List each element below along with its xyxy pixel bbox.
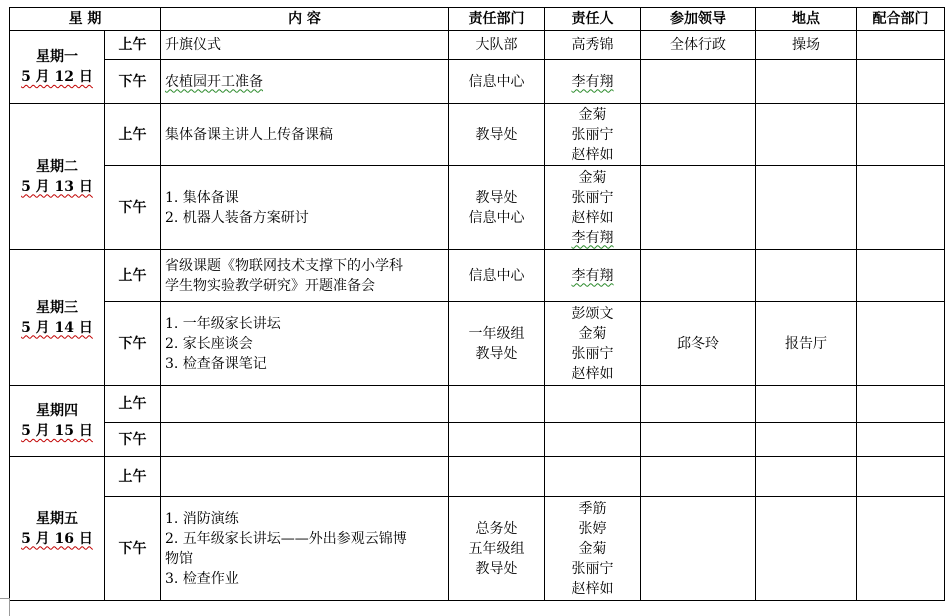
person-line: 张丽宁 [571,126,614,143]
dept-line: 信息中心 [468,209,525,226]
table-row [10,457,945,497]
coop-cell [857,457,945,497]
table-row [10,166,945,250]
person-line: 张丽宁 [571,345,614,362]
person-cell [545,457,641,497]
coop-cell [857,386,945,423]
day-cell-fri [10,457,105,601]
person-line: 赵梓如 [571,146,614,163]
coop-cell [857,60,945,104]
header-day: 星 期 [10,8,161,31]
place-cell [756,250,857,302]
person-line: 李有翔 [571,267,614,284]
content-line: 集体备课主讲人上传备课稿 [165,126,333,143]
content-cell [161,386,449,423]
dept-cell [449,423,545,457]
coop-cell [857,497,945,601]
day-cell-tue [10,104,105,250]
table-row [10,302,945,386]
person-cell [545,104,641,166]
content-line: 1. 一年级家长讲坛 [165,315,281,332]
content-cell [161,423,449,457]
place-cell [756,104,857,166]
half-label: 下午 [105,423,161,457]
day-name: 星期二 [36,158,78,175]
weekly-schedule-table [9,7,945,601]
dept-line: 大队部 [475,37,518,53]
leader-cell [641,60,756,104]
person-line: 金菊 [578,106,607,123]
content-line: 农植园开工准备 [165,73,263,90]
dept-line: 教导处 [475,345,518,362]
person-line: 金菊 [578,325,607,342]
content-line: 升旗仪式 [165,37,221,53]
day-date: 5 月 13 日 [21,178,93,195]
place-cell [756,423,857,457]
page-corner-mark [0,598,9,600]
person-line: 金菊 [578,169,607,186]
leader-cell [641,104,756,166]
dept-cell [449,166,545,250]
header-content: 内 容 [161,8,449,31]
dept-line: 教导处 [475,560,518,577]
place-cell [756,386,857,423]
coop-cell [857,423,945,457]
half-label: 上午 [105,31,161,60]
header-place: 地点 [756,8,857,31]
dept-line: 信息中心 [468,73,525,90]
content-cell [161,60,449,104]
content-line: 2. 机器人装备方案研讨 [165,209,309,226]
person-cell [545,250,641,302]
dept-line: 教导处 [475,189,518,206]
leader-cell [641,386,756,423]
dept-cell [449,104,545,166]
person-line: 赵梓如 [571,209,614,226]
person-line: 张丽宁 [571,189,614,206]
day-cell-mon [10,31,105,104]
day-name: 星期五 [36,510,78,527]
person-line: 李有翔 [571,229,614,246]
table-row [10,497,945,601]
person-cell [545,31,641,60]
person-line: 赵梓如 [571,365,614,382]
person-cell [545,497,641,601]
person-line: 金菊 [578,540,607,557]
content-cell [161,457,449,497]
person-cell [545,302,641,386]
half-label: 上午 [105,386,161,423]
day-date: 5 月 14 日 [21,319,93,336]
day-cell-wed [10,250,105,386]
person-cell [545,166,641,250]
half-label: 下午 [105,497,161,601]
leader-cell [641,457,756,497]
table-row [10,386,945,423]
content-cell [161,302,449,386]
content-cell [161,31,449,60]
day-date: 5 月 16 日 [21,530,93,547]
person-line: 彭颂文 [571,305,614,322]
coop-cell [857,104,945,166]
content-cell [161,250,449,302]
person-line: 李有翔 [571,73,614,90]
half-label: 下午 [105,302,161,386]
day-date: 5 月 12 日 [21,69,93,85]
day-name: 星期四 [36,403,78,419]
content-line: 省级课题《物联网技术支撑下的小学科 [165,257,403,274]
person-line: 张婷 [578,520,607,537]
dept-cell [449,386,545,423]
dept-cell [449,250,545,302]
content-line: 1. 集体备课 [165,189,239,206]
dept-cell [449,60,545,104]
half-label: 下午 [105,60,161,104]
leader-cell: 邱冬玲 [641,302,756,386]
content-cell [161,497,449,601]
coop-cell [857,166,945,250]
table-row [10,31,945,60]
content-line: 学生物实验教学研究》开题准备会 [165,277,375,294]
coop-cell [857,31,945,60]
coop-cell [857,250,945,302]
half-label: 上午 [105,250,161,302]
leader-cell: 全体行政 [641,31,756,60]
dept-cell [449,497,545,601]
table-row [10,104,945,166]
person-cell [545,423,641,457]
person-line: 张丽宁 [571,560,614,577]
person-cell [545,386,641,423]
dept-cell [449,457,545,497]
content-line: 3. 检查作业 [165,570,239,587]
dept-line: 一年级组 [468,325,525,342]
leader-cell [641,166,756,250]
header-coop: 配合部门 [857,8,945,31]
person-cell [545,60,641,104]
content-line: 2. 五年级家长讲坛——外出参观云锦博 [165,530,407,547]
content-cell [161,166,449,250]
day-date: 5 月 15 日 [21,423,93,439]
table-row [10,250,945,302]
dept-line: 教导处 [475,126,518,143]
place-cell [756,457,857,497]
place-cell: 操场 [756,31,857,60]
place-cell [756,166,857,250]
coop-cell [857,302,945,386]
person-line: 季筋 [578,500,607,517]
dept-line: 总务处 [475,520,518,537]
leader-cell [641,250,756,302]
leader-cell [641,497,756,601]
dept-cell [449,31,545,60]
header-row [10,8,945,31]
dept-cell [449,302,545,386]
page-corner-mark [9,598,11,616]
dept-line: 信息中心 [468,267,525,284]
content-line: 2. 家长座谈会 [165,335,253,352]
table-row [10,423,945,457]
person-line: 高秀锦 [571,37,614,53]
day-cell-thu [10,386,105,457]
dept-line: 五年级组 [468,540,525,557]
day-name: 星期三 [36,299,78,316]
person-line: 赵梓如 [571,580,614,597]
content-line: 1. 消防演练 [165,510,239,527]
table-row [10,60,945,104]
place-cell [756,497,857,601]
half-label: 上午 [105,104,161,166]
leader-cell [641,423,756,457]
half-label: 上午 [105,457,161,497]
half-label: 下午 [105,166,161,250]
content-line: 物馆 [165,550,193,567]
header-person: 责任人 [545,8,641,31]
header-leader: 参加领导 [641,8,756,31]
content-line: 3. 检查备课笔记 [165,355,267,372]
day-name: 星期一 [36,49,78,65]
content-cell [161,104,449,166]
header-dept: 责任部门 [449,8,545,31]
place-cell: 报告厅 [756,302,857,386]
place-cell [756,60,857,104]
